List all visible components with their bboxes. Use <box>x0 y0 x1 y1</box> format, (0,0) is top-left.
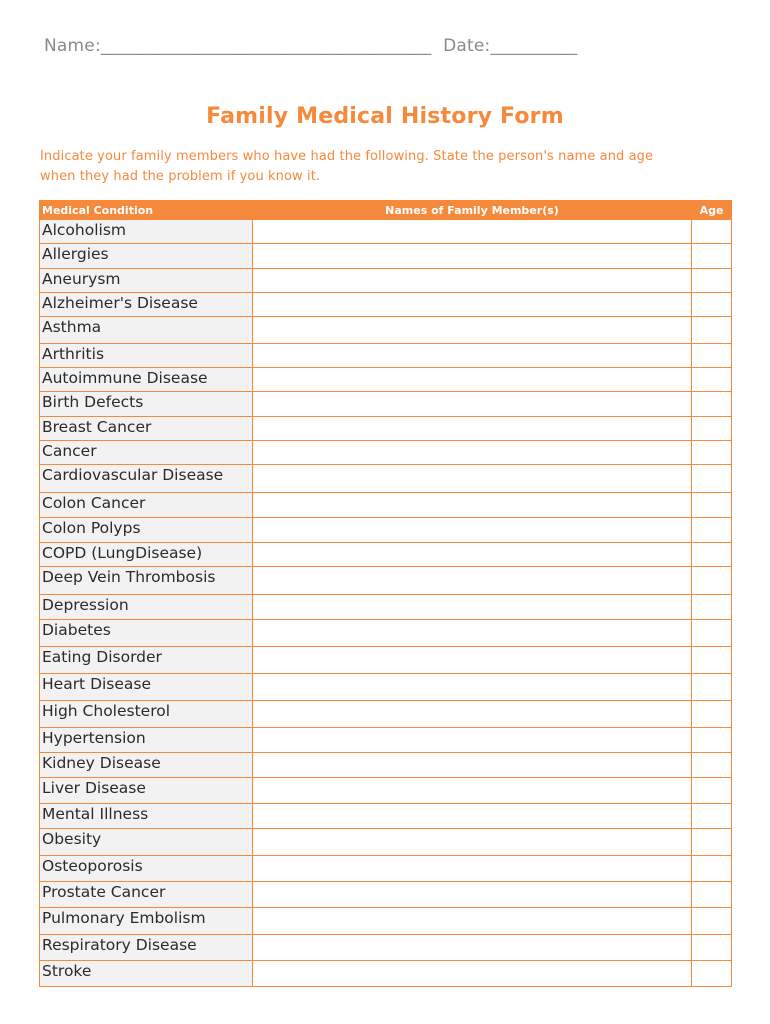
condition-cell: Stroke <box>40 961 253 987</box>
table-row <box>40 543 732 567</box>
table-row <box>40 269 732 293</box>
age-input-cell[interactable] <box>692 441 732 465</box>
family-members-input-cell[interactable] <box>253 269 692 293</box>
condition-cell: Obesity <box>40 829 253 856</box>
age-input-cell[interactable] <box>692 620 732 647</box>
table-row <box>40 882 732 908</box>
condition-cell: Eating Disorder <box>40 647 253 674</box>
condition-cell: Prostate Cancer <box>40 882 253 908</box>
family-members-input-cell[interactable] <box>253 392 692 417</box>
age-input-cell[interactable] <box>692 908 732 935</box>
condition-cell: Aneurysm <box>40 269 253 293</box>
age-input-cell[interactable] <box>692 674 732 701</box>
table-row <box>40 647 732 674</box>
table-row <box>40 344 732 368</box>
family-members-input-cell[interactable] <box>253 317 692 344</box>
condition-cell: Kidney Disease <box>40 753 253 778</box>
table-row <box>40 908 732 935</box>
family-members-input-cell[interactable] <box>253 465 692 493</box>
table-row <box>40 701 732 728</box>
age-input-cell[interactable] <box>692 417 732 441</box>
age-input-cell[interactable] <box>692 856 732 882</box>
table-row <box>40 728 732 753</box>
table-row <box>40 595 732 620</box>
condition-cell: Arthritis <box>40 344 253 368</box>
condition-cell: Cancer <box>40 441 253 465</box>
age-input-cell[interactable] <box>692 935 732 961</box>
family-members-input-cell[interactable] <box>253 961 692 987</box>
family-members-input-cell[interactable] <box>253 368 692 392</box>
table-row <box>40 961 732 987</box>
age-input-cell[interactable] <box>692 244 732 269</box>
condition-cell: Pulmonary Embolism <box>40 908 253 935</box>
age-input-cell[interactable] <box>692 961 732 987</box>
age-input-cell[interactable] <box>692 368 732 392</box>
condition-cell: Mental Illness <box>40 804 253 829</box>
table-row <box>40 804 732 829</box>
table-row <box>40 220 732 244</box>
table-row <box>40 567 732 595</box>
condition-cell: Respiratory Disease <box>40 935 253 961</box>
table-row <box>40 753 732 778</box>
age-input-cell[interactable] <box>692 465 732 493</box>
condition-cell: Colon Polyps <box>40 518 253 543</box>
condition-cell: COPD (LungDisease) <box>40 543 253 567</box>
form-title: Family Medical History Form <box>206 104 564 129</box>
family-members-input-cell[interactable] <box>253 647 692 674</box>
age-input-cell[interactable] <box>692 344 732 368</box>
age-input-cell[interactable] <box>692 804 732 829</box>
age-input-cell[interactable] <box>692 728 732 753</box>
family-members-input-cell[interactable] <box>253 620 692 647</box>
table-row <box>40 392 732 417</box>
age-input-cell[interactable] <box>692 518 732 543</box>
column-header-condition: Medical Condition <box>40 201 253 220</box>
condition-cell: Birth Defects <box>40 392 253 417</box>
column-header-names: Names of Family Member(s) <box>253 201 692 220</box>
age-input-cell[interactable] <box>692 882 732 908</box>
age-input-cell[interactable] <box>692 493 732 518</box>
family-members-input-cell[interactable] <box>253 518 692 543</box>
condition-cell: Alcoholism <box>40 220 253 244</box>
condition-cell: Hypertension <box>40 728 253 753</box>
family-members-input-cell[interactable] <box>253 493 692 518</box>
family-members-input-cell[interactable] <box>253 567 692 595</box>
condition-cell: Autoimmune Disease <box>40 368 253 392</box>
condition-cell: Alzheimer's Disease <box>40 293 253 317</box>
family-members-input-cell[interactable] <box>253 856 692 882</box>
table-row <box>40 417 732 441</box>
condition-cell: Breast Cancer <box>40 417 253 441</box>
table-body <box>40 220 732 987</box>
age-input-cell[interactable] <box>692 647 732 674</box>
family-members-input-cell[interactable] <box>253 728 692 753</box>
family-members-input-cell[interactable] <box>253 829 692 856</box>
condition-cell: Asthma <box>40 317 253 344</box>
age-input-cell[interactable] <box>692 701 732 728</box>
family-members-input-cell[interactable] <box>253 244 692 269</box>
family-members-input-cell[interactable] <box>253 935 692 961</box>
instructions-line: when they had the problem if you know it. <box>40 169 321 184</box>
age-input-cell[interactable] <box>692 753 732 778</box>
age-input-cell[interactable] <box>692 567 732 595</box>
family-members-input-cell[interactable] <box>253 674 692 701</box>
condition-cell: Diabetes <box>40 620 253 647</box>
table-row <box>40 856 732 882</box>
condition-cell: Cardiovascular Disease <box>40 465 253 493</box>
column-header-age: Age <box>692 201 732 220</box>
condition-cell: Colon Cancer <box>40 493 253 518</box>
table-row <box>40 244 732 269</box>
instructions-line: Indicate your family members who have had the following. State the person's name and age <box>40 149 654 164</box>
family-members-input-cell[interactable] <box>253 417 692 441</box>
table-row <box>40 778 732 804</box>
table-row <box>40 829 732 856</box>
age-input-cell[interactable] <box>692 269 732 293</box>
table-row <box>40 441 732 465</box>
date-field-label[interactable]: Date:__________ <box>443 36 578 56</box>
family-members-input-cell[interactable] <box>253 882 692 908</box>
condition-cell: Allergies <box>40 244 253 269</box>
age-input-cell[interactable] <box>692 317 732 344</box>
condition-cell: Deep Vein Thrombosis <box>40 567 253 595</box>
table-row <box>40 518 732 543</box>
table-row <box>40 465 732 493</box>
table-row <box>40 293 732 317</box>
family-members-input-cell[interactable] <box>253 753 692 778</box>
age-input-cell[interactable] <box>692 220 732 244</box>
name-field-label[interactable]: Name:______________________________________ <box>44 36 432 56</box>
table-row <box>40 620 732 647</box>
family-members-input-cell[interactable] <box>253 344 692 368</box>
family-members-input-cell[interactable] <box>253 543 692 567</box>
age-input-cell[interactable] <box>692 543 732 567</box>
family-members-input-cell[interactable] <box>253 778 692 804</box>
name-date-line <box>44 36 734 56</box>
condition-cell: Heart Disease <box>40 674 253 701</box>
table-row <box>40 493 732 518</box>
age-input-cell[interactable] <box>692 595 732 620</box>
family-members-input-cell[interactable] <box>253 220 692 244</box>
family-members-input-cell[interactable] <box>253 701 692 728</box>
condition-cell: Depression <box>40 595 253 620</box>
table-row <box>40 674 732 701</box>
family-members-input-cell[interactable] <box>253 293 692 317</box>
condition-cell: Liver Disease <box>40 778 253 804</box>
table-row <box>40 317 732 344</box>
age-input-cell[interactable] <box>692 392 732 417</box>
family-members-input-cell[interactable] <box>253 441 692 465</box>
family-history-table <box>39 200 732 987</box>
age-input-cell[interactable] <box>692 293 732 317</box>
table-row <box>40 368 732 392</box>
table-header-row <box>40 201 732 220</box>
table-row <box>40 935 732 961</box>
family-members-input-cell[interactable] <box>253 595 692 620</box>
condition-cell: Osteoporosis <box>40 856 253 882</box>
age-input-cell[interactable] <box>692 778 732 804</box>
family-members-input-cell[interactable] <box>253 908 692 935</box>
condition-cell: High Cholesterol <box>40 701 253 728</box>
age-input-cell[interactable] <box>692 829 732 856</box>
family-members-input-cell[interactable] <box>253 804 692 829</box>
instructions <box>40 147 740 187</box>
